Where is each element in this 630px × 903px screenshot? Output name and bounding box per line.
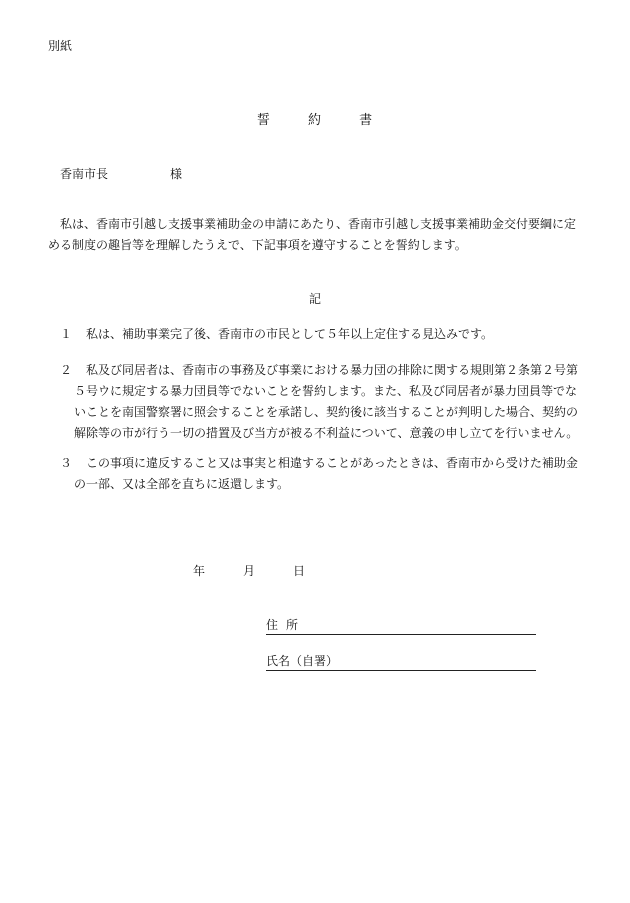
title-char: 約 — [307, 113, 322, 128]
address-label: 住所 — [266, 618, 307, 632]
item-line: の一部、又は全部を直ちに返還します。 — [74, 477, 290, 491]
intro-line: める制度の趣旨等を理解したうえで、下記事項を遵守することを誓約します。 — [48, 238, 467, 252]
attachment-label: 別紙 — [48, 39, 73, 53]
title-char: 書 — [359, 113, 374, 128]
date-month: 月 — [243, 564, 256, 578]
item-number: ２ — [60, 363, 73, 377]
address-field[interactable] — [266, 616, 536, 635]
item-line: この事項に違反すること又は事実と相違することがあったときは、香南市から受けた補助金 — [86, 456, 578, 470]
item-line: 解除等の市が行う一切の措置及び当方が被る不利益について、意義の申し立てを行いません。 — [74, 426, 579, 440]
item-line: 私は、補助事業完了後、香南市の市民として５年以上定住する見込みです。 — [86, 327, 494, 341]
addressee — [60, 165, 183, 182]
title-char: 誓 — [256, 113, 271, 128]
intro-line: 私は、香南市引越し支援事業補助金の申請にあたり、香南市引越し支援事業補助金交付要綱に定 — [60, 217, 577, 231]
pledge-item — [60, 360, 588, 444]
addressee-honorific: 様 — [170, 167, 183, 181]
name-label: 氏名（自署） — [266, 654, 339, 668]
item-line: いことを南国警察署に照会することを承諾し、契約後に該当することが判明した場合、契約の — [74, 405, 579, 419]
name-field[interactable] — [266, 652, 536, 671]
document-title — [0, 109, 630, 128]
item-number: ３ — [60, 456, 73, 470]
intro-paragraph — [48, 214, 588, 256]
pledge-item — [60, 324, 588, 345]
addressee-name: 香南市長 — [60, 167, 109, 181]
date-year: 年 — [193, 564, 206, 578]
pledge-item — [60, 453, 588, 495]
item-number: １ — [60, 327, 73, 341]
ki-heading: 記 — [308, 292, 321, 306]
item-line: 私及び同居者は、香南市の事務及び事業における暴力団の排除に関する規則第２条第２号第 — [86, 363, 579, 377]
item-line: ５号ウに規定する暴力団員等でないことを誓約します。また、私及び同居者が暴力団員等でな — [74, 384, 578, 398]
date-day: 日 — [293, 564, 306, 578]
